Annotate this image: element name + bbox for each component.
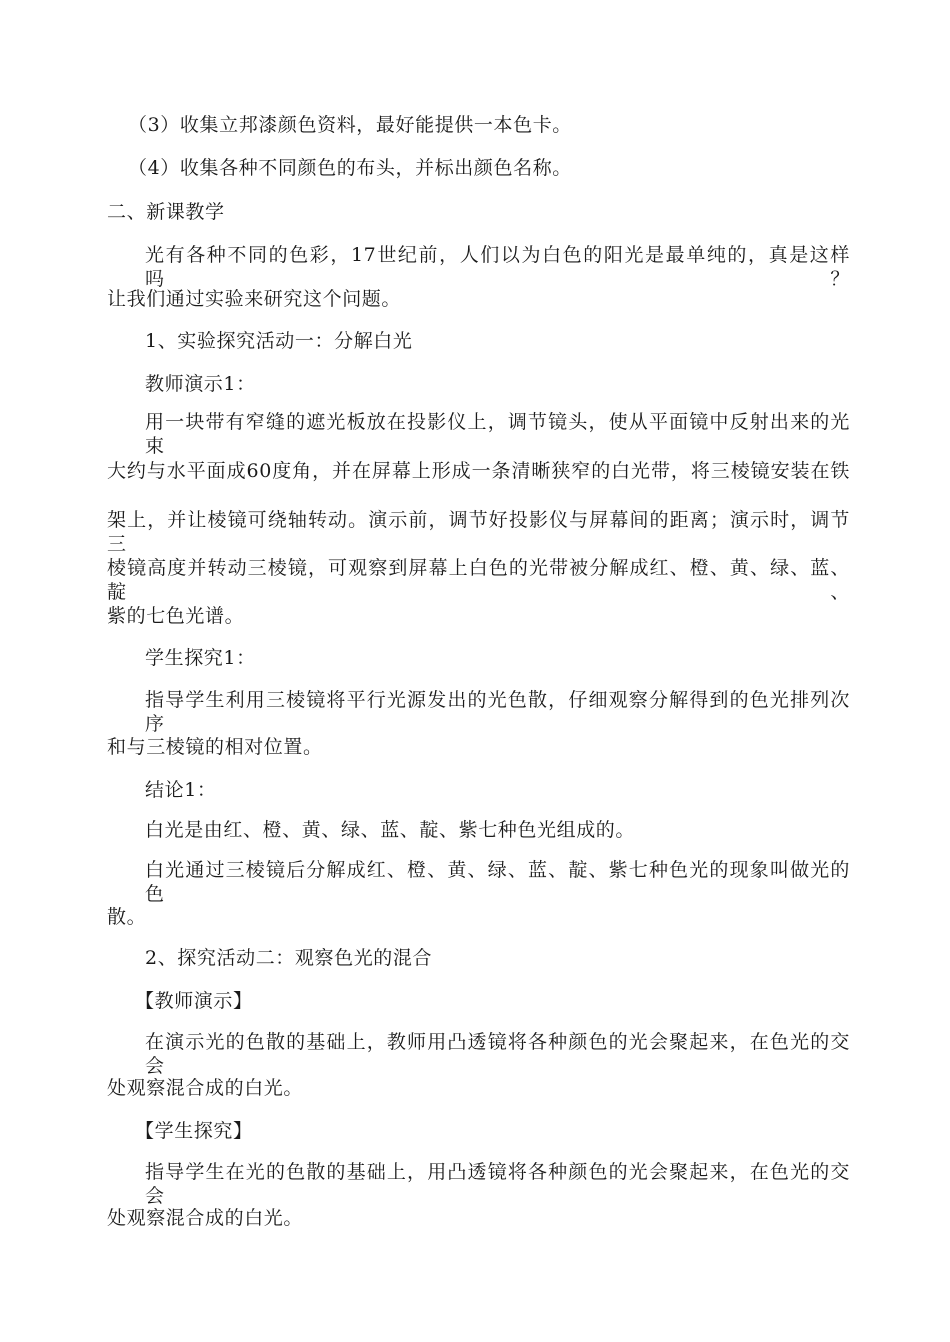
list-item-3: （3）收集立邦漆颜色资料，最好能提供一本色卡。 — [128, 114, 572, 136]
paragraph-line: 光有各种不同的色彩，17世纪前，人们以为白色的阳光是最单纯的，真是这样吗？ — [145, 244, 850, 290]
paragraph-line: 指导学生利用三棱镜将平行光源发出的光色散，仔细观察分解得到的色光排列次序 — [145, 689, 850, 735]
paragraph-line: 散。 — [107, 906, 147, 928]
list-item-4: （4）收集各种不同颜色的布头，并标出颜色名称。 — [128, 157, 572, 179]
subsection-heading: 1、实验探究活动一：分解白光 — [145, 330, 413, 352]
paragraph-line: 处观察混合成的白光。 — [107, 1207, 304, 1229]
paragraph-line: 棱镜高度并转动三棱镜，可观察到屏幕上白色的光带被分解成红、橙、黄、绿、蓝、靛、 — [107, 557, 850, 603]
paragraph-line: 和与三棱镜的相对位置。 — [107, 736, 323, 758]
paragraph-line: 在演示光的色散的基础上，教师用凸透镜将各种颜色的光会聚起来，在色光的交会 — [145, 1031, 850, 1077]
paragraph-line: 白光是由红、橙、黄、绿、蓝、靛、紫七种色光组成的。 — [145, 819, 636, 841]
paragraph-line: 大约与水平面成60度角，并在屏幕上形成一条清晰狭窄的白光带，将三棱镜安装在铁 — [107, 460, 850, 482]
paragraph-line: 白光通过三棱镜后分解成红、橙、黄、绿、蓝、靛、紫七种色光的现象叫做光的色 — [145, 859, 850, 905]
label-line: 结论1： — [145, 779, 217, 801]
label-line: 【学生探究】 — [135, 1120, 253, 1142]
paragraph-line: 用一块带有窄缝的遮光板放在投影仪上，调节镜头，使从平面镜中反射出来的光束 — [145, 411, 850, 457]
paragraph-line: 让我们通过实验来研究这个问题。 — [107, 288, 402, 310]
section-heading: 二、新课教学 — [107, 201, 225, 223]
paragraph-line: 紫的七色光谱。 — [107, 605, 245, 627]
paragraph-line: 架上，并让棱镜可绕轴转动。演示前，调节好投影仪与屏幕间的距离；演示时，调节三 — [107, 509, 850, 555]
label-line: 教师演示1： — [145, 373, 256, 395]
subsection-heading: 2、探究活动二：观察色光的混合 — [145, 947, 433, 969]
label-line: 【教师演示】 — [135, 990, 253, 1012]
label-line: 学生探究1： — [145, 647, 256, 669]
paragraph-line: 指导学生在光的色散的基础上，用凸透镜将各种颜色的光会聚起来，在色光的交会 — [145, 1161, 850, 1207]
paragraph-line: 处观察混合成的白光。 — [107, 1077, 304, 1099]
